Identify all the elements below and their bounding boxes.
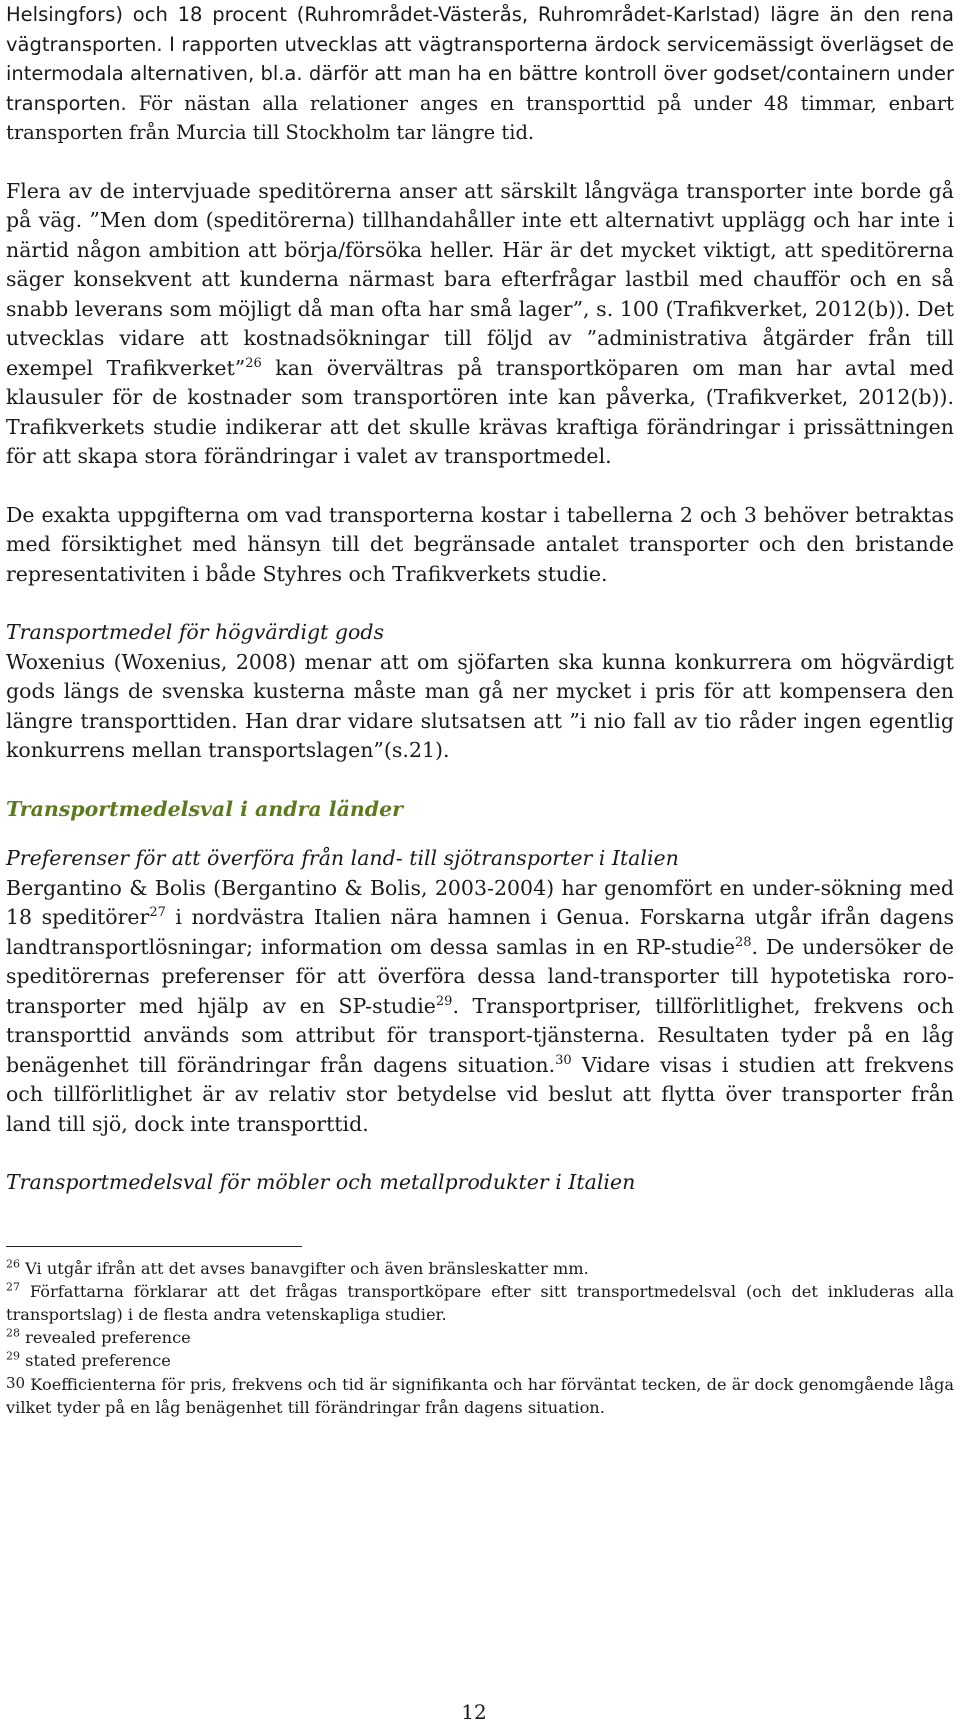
document-page	[6, 0, 954, 1419]
footnote-number: 28	[6, 1326, 20, 1340]
footnote-text: Koefficienterna för pris, frekvens och tid är signifikanta och har förväntat tecken, de är dock genomgående låga vilket tyder på en låg benägenhet till förändringar från dagens situation.	[6, 1374, 954, 1417]
paragraph-2	[6, 177, 954, 472]
footnote-ref-29: 29	[435, 993, 453, 1009]
footnote-number: 30	[6, 1373, 26, 1392]
footnote-ref-30: 30	[555, 1052, 572, 1068]
footnote-separator	[6, 1246, 302, 1247]
paragraph-4: Woxenius (Woxenius, 2008) menar att om sjöfarten ska kunna konkurrera om högvärdigt gods längs de svenska kusterna måste man gå ner mycket i pris för att kompensera den längre transporttiden. Han drar vidare slutsatsen att ”i nio fall av tio råder ingen egentlig konkurrens mellan transportslagen”(s.21).	[6, 649, 954, 762]
paragraph-5	[6, 874, 954, 1140]
footnote-number: 26	[6, 1257, 20, 1271]
footnote-text: revealed preference	[25, 1327, 191, 1347]
footnote-text: stated preference	[25, 1350, 171, 1370]
footnote-text: Författarna förklarar att det frågas transportköpare efter sitt transportmedelsval (och det inkluderas alla transportslag) i de flesta andra vetenskapliga studier.	[6, 1281, 954, 1324]
heading-hogvardigt-gods: Transportmedel för högvärdigt gods	[6, 620, 384, 644]
footnote-30	[6, 1372, 954, 1419]
footnote-26	[6, 1257, 954, 1280]
paragraph-1-text-b: För nästan alla relationer anges en transporttid på under 48 timmar, enbart transporten från Murcia till Stockholm tar längre tid.	[6, 91, 954, 144]
paragraph-5-text-e: Vidare visas i studien att frekvens och tillförlitlighet är av relativ stor betydelse vid beslut att flytta över transporter från land till sjö, dock inte transporttid.	[6, 1052, 954, 1136]
footnote-28	[6, 1326, 954, 1349]
footnote-29	[6, 1349, 954, 1372]
footnote-ref-28: 28	[734, 934, 752, 950]
heading-italien-preferenser: Preferenser för att överföra från land- till sjötransporter i Italien	[6, 846, 679, 870]
paragraph-2-text-b: kan övervältras på transportköparen om man har avtal med klausuler för de kostnader som transportören inte kan påverka, (Trafikverket, 2012(b)). Trafikverkets studie indikerar att det skulle krävas kraftiga förändringar i prissättningen för att skapa stora förändringar i valet av transportmedel.	[6, 355, 954, 468]
section-heading-andra-lander: Transportmedelsval i andra länder	[6, 796, 403, 821]
page-number: 12	[461, 1700, 487, 1724]
paragraph-5-text-b: i nordvästra Italien nära hamnen i Genua. Forskarna utgår ifrån dagens landtransportlösningar; information om dessa samlas in en RP-studie	[6, 905, 954, 959]
footnote-number: 27	[6, 1280, 20, 1294]
paragraph-3: De exakta uppgifterna om vad transporterna kostar i tabellerna 2 och 3 behöver betraktas med försiktighet med hänsyn till det begränsade antalet transporter och den bristande representativiten i både Styhres och Trafikverkets studie.	[6, 502, 954, 586]
footnote-number: 29	[6, 1349, 20, 1363]
paragraph-5-text-a: Bergantino & Bolis (Bergantino & Bolis, 2003-2004) har genomfört en under-sökning med 18 speditörer	[6, 875, 954, 929]
heading-mobler-metall: Transportmedelsval för möbler och metallprodukter i Italien	[6, 1170, 636, 1194]
footnote-ref-26: 26	[245, 355, 262, 371]
paragraph-5-text-c: . De undersöker de speditörernas preferenser för att överföra dessa land-transporter till hypotetiska roro-transporter med hjälp av en SP-studie	[6, 934, 954, 1018]
paragraph-1	[6, 0, 954, 148]
footnote-text: Vi utgår ifrån att det avses banavgifter och även bränsleskatter mm.	[25, 1258, 589, 1278]
footnote-27	[6, 1280, 954, 1326]
paragraph-2-text-a: Flera av de intervjuade speditörerna anser att särskilt långväga transporter inte borde gå på väg. ”Men dom (speditörerna) tillhandahåller inte ett alternativt upplägg och har inte i närtid någon ambition att börja/försöka heller. Här är det mycket viktigt, att speditörerna säger konsekvent att kunderna närmast bara efterfrågar lastbil med chaufför och en så snabb leverans som möjligt då man ofta har små lager”, s. 100 (Trafikverket, 2012(b)). Det utvecklas vidare att kostnadsökningar till följd av ”administrativa åtgärder från till exempel Trafikverket”	[6, 178, 954, 380]
paragraph-5-text-d: . Transportpriser, tillförlitlighet, frekvens och transporttid används som attribut för transport-tjänsterna. Resultaten tyder på en låg benägenhet till förändringar från dagens situation.	[6, 993, 954, 1077]
footnote-ref-27: 27	[149, 905, 166, 921]
paragraph-1-text-a: Helsingfors) och 18 procent (Ruhrområdet-Västerås, Ruhrområdet-Karlstad) lägre än den rena vägtransporten. I rapporten utvecklas att vägtransporterna ärdock servicemässigt överlägset de intermodala alternativen, bl.a. därför att man ha en bättre kontroll över godset/containern under transporten.	[6, 3, 954, 115]
